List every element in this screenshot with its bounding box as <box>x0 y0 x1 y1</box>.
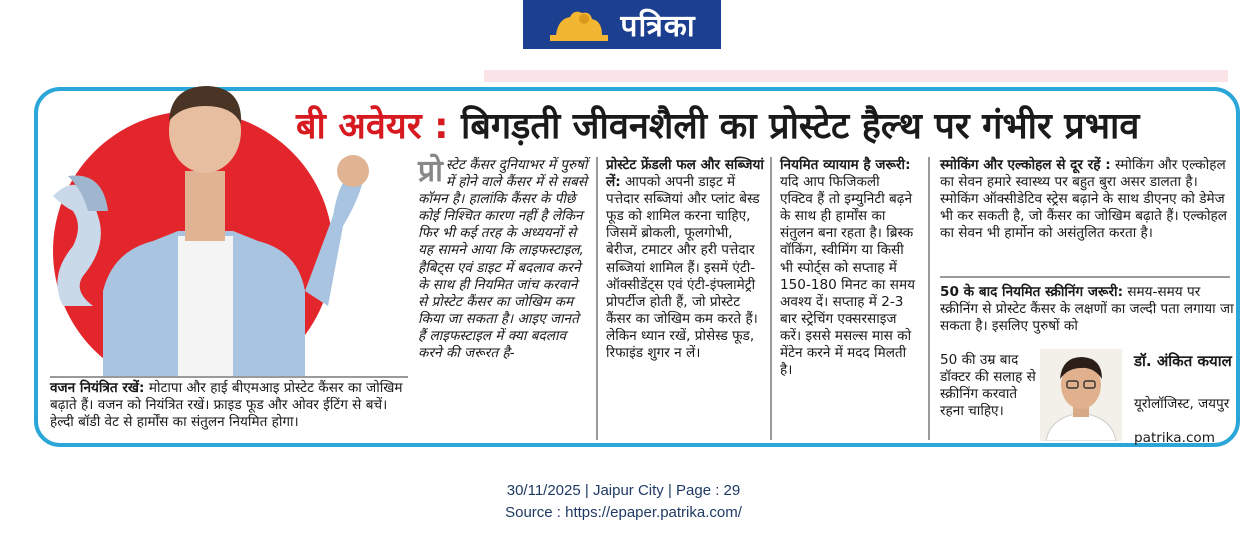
headline-kicker: बी अवेयर : <box>296 106 449 147</box>
weight-control-box <box>50 380 408 431</box>
drop-cap: प्रो <box>418 154 443 189</box>
lion-emblem-icon <box>548 7 610 43</box>
section-divider <box>940 276 1230 278</box>
doctor-site[interactable]: patrika.com <box>1134 430 1215 446</box>
smoking-alcohol-column <box>940 157 1236 242</box>
headline <box>296 100 1236 149</box>
column-divider <box>928 157 930 440</box>
fruits-vegetables-column <box>606 157 766 362</box>
weight-text: मोटापा और हाई बीएमआइ प्रोस्टेट कैंसर का जोखिम बढ़ाते हैं। वजन को नियंत्रित रखें। फ्राइड फूड और ओवर ईटिंग से बचें। हेल्दी बॉडी वेट से हार्मोंस का संतुलन नियमित होगा। <box>50 380 403 431</box>
footer-dateline: 30/11/2025 | Jaipur City | Page : 29 <box>506 482 741 499</box>
footer-source-link[interactable]: Source : https://epaper.patrika.com/ <box>505 504 742 521</box>
intro-column <box>418 154 588 362</box>
weight-heading: वजन नियंत्रित रखें: <box>50 380 145 396</box>
patrika-logo[interactable] <box>523 0 721 49</box>
doctor-role: यूरोलॉजिस्ट, जयपुर <box>1134 396 1230 412</box>
column-divider <box>770 157 772 440</box>
screening-heading: 50 के बाद नियमित स्क्रीनिंग जरूरी: <box>940 284 1124 300</box>
exercise-column <box>780 157 915 379</box>
screening-text: समय-समय पर स्क्रीनिंग से प्रोस्टेट कैंसर के लक्षणों का जल्दी पता लगाया जा सकता है। इसलिए पुरुषों को <box>940 284 1234 335</box>
screening-continued: 50 की उम्र बाद डॉक्टर की सलाह से स्क्रीनिंग करवाते रहना चाहिए। <box>940 352 1036 420</box>
fruits-text: आपको अपनी डाइट में पत्तेदार सब्जियां और प्लांट बेस्ड फूड को शामिल करना चाहिए, जिसमें ब्रोकली, फूलगोभी, बेरीज, टमाटर और हरी पत्तेदार सब्जियां शामिल हैं। इसमें एंटी-ऑक्सीडेंट्स एवं एंटी-इंफ्लामेट्री प्रोपर्टीज होती हैं, जो प्रोस्टेट कैंसर का जोखिम कम करते हैं। लेकिन ध्यान रखें, प्रोसेस्ड फूड, रिफाइंड शुगर न लें। <box>606 174 760 362</box>
header-band <box>484 70 1228 82</box>
doctor-name: डॉ. अंकित कयाल <box>1134 352 1232 370</box>
screening-column <box>940 284 1236 335</box>
smoking-heading: स्मोकिंग और एल्कोहल से दूर रहें : <box>940 157 1111 173</box>
smoking-text: स्मोकिंग और एल्कोहल का सेवन हमारे स्वास्थ्य पर बहुत बुरा असर डालता है। स्मोकिंग ऑक्सीडेटिव स्ट्रेस बढ़ाने के साथ डीएनए को डेमेज भी कर सकती है, जो कैंसर का जोखिम बढ़ाते हैं। एल्कोहल का सेवन भी हार्मोन को असंतुलित करता है। <box>940 157 1227 242</box>
logo-text: पत्रिका <box>620 9 696 44</box>
fruits-heading: प्रोस्टेट फ्रेंडली फल और सब्जियां लें: <box>606 157 764 191</box>
left-box-divider <box>50 376 408 378</box>
doctor-photo <box>1040 349 1122 441</box>
exercise-text: यदि आप फिजिकली एक्टिव हैं तो इम्युनिटी बढ़ने के साथ ही हार्मोंस का संतुलन बना रहता है। ब्रिस्क वॉकिंग, स्वीमिंग या किसी भी स्पोर्ट्स को सप्ताह में 150-180 मिनट का समय अवश्य दें। सप्ताह में 2-3 बार स्ट्रेचिंग एक्सरसाइज करें। इससे मसल्स मास को मेंटेन करने में मदद मिलती है। <box>780 174 915 379</box>
intro-text: स्टेट कैंसर दुनियाभर में पुरुषों में होने वाले कैंसर में से सबसे कॉमन है। हालांकि कैंसर के पीछे कोई निश्चित कारण नहीं है लेकिन फिर भी कई तरह के अध्ययनों से यह सामने आया कि लाइफस्टाइल, हैबिट्स एवं डाइट में बदलाव करने के साथ ही नियमित जांच करवाने से प्रोस्टेट कैंसर का जोखिम कम किया जा सकता है। आइए जानते हैं लाइफस्टाइल में क्या बदलाव करने की जरूरत है- <box>418 157 588 362</box>
exercise-heading: नियमित व्यायाम है जरूरी: <box>780 157 911 173</box>
headline-main: बिगड़ती जीवनशैली का प्रोस्टेट हैल्थ पर गंभीर प्रभाव <box>461 106 1140 147</box>
column-divider <box>596 157 598 440</box>
